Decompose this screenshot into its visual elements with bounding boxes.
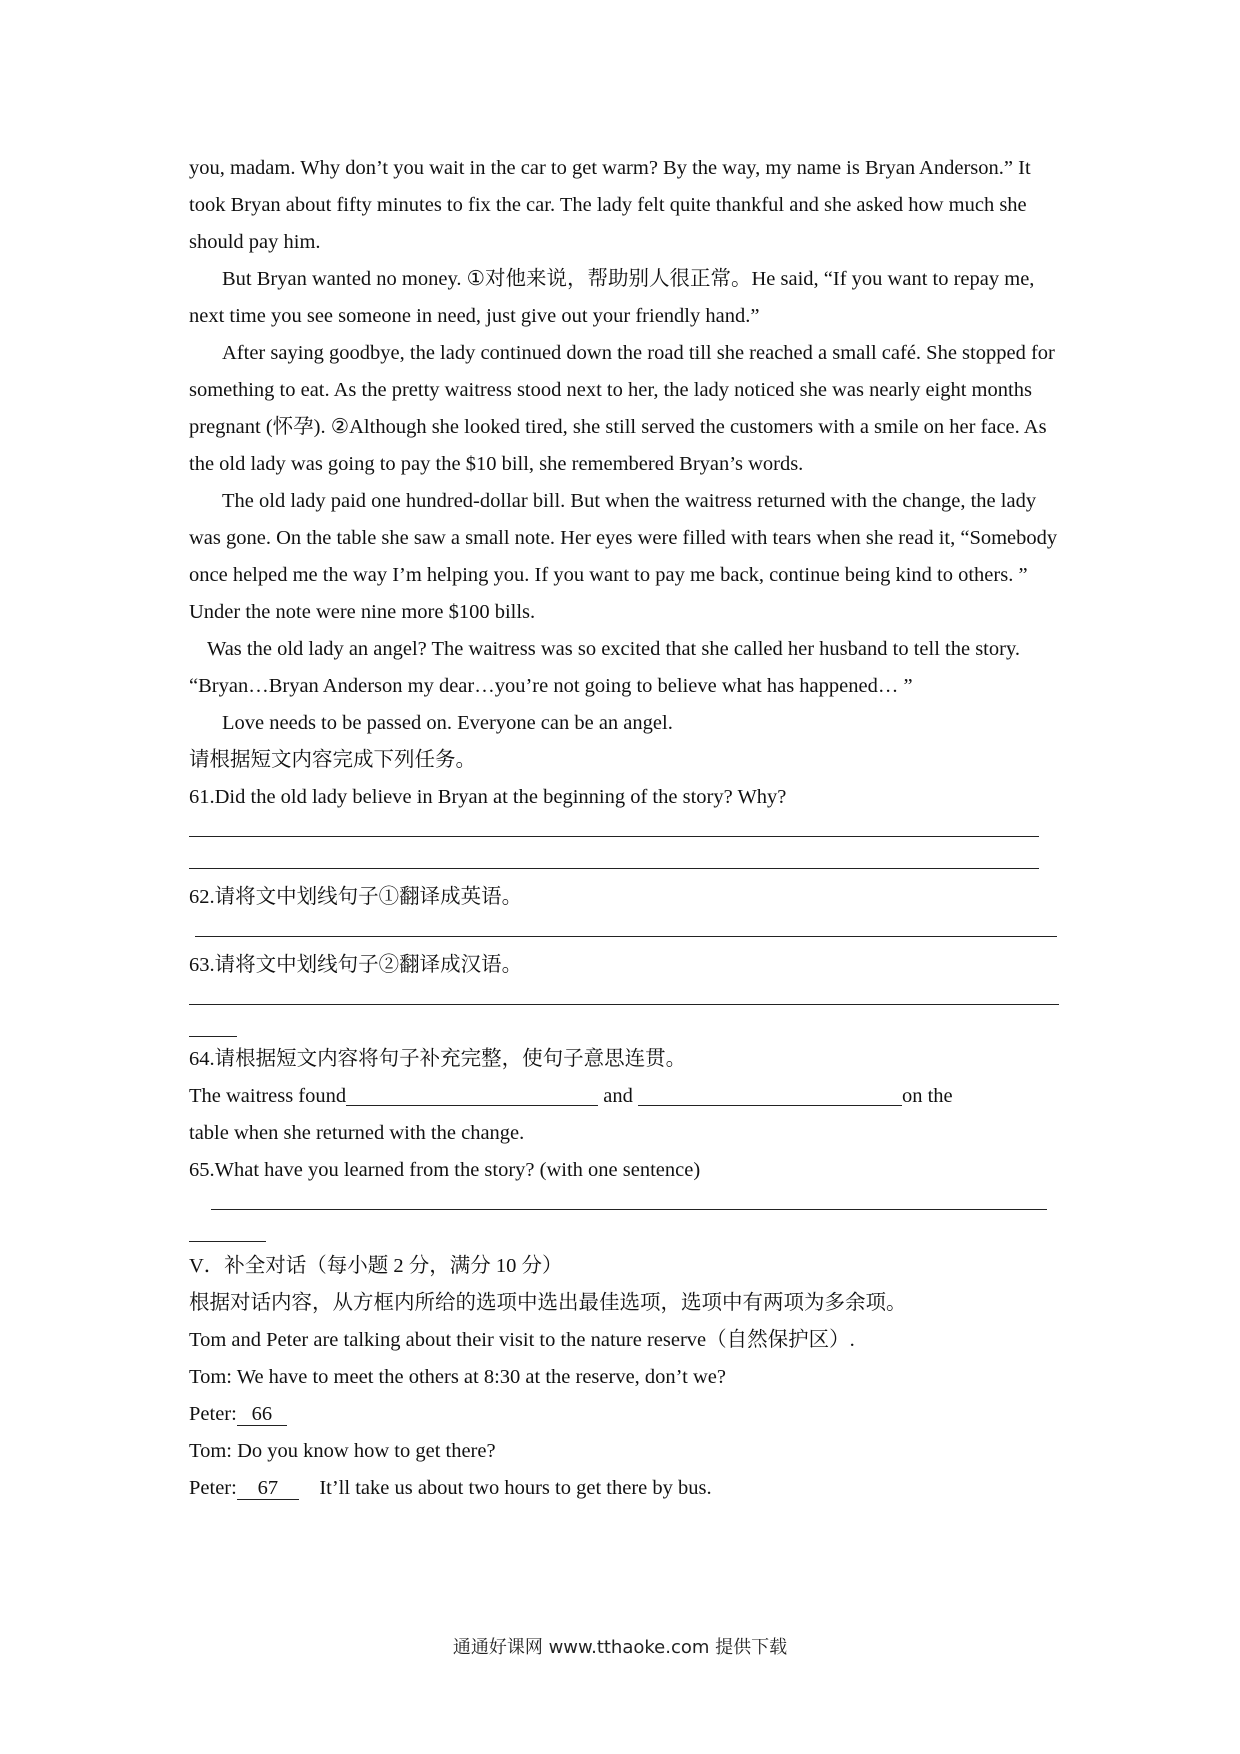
dialogue-line-3: Tom: Do you know how to get there? [189,1440,496,1462]
question-64-sentence [189,1078,1059,1115]
blank-67[interactable]: 67 [237,1477,299,1500]
page-footer: 通通好课网 www.tthaoke.com 提供下载 [452,1637,788,1658]
passage-paragraph-2: But Bryan wanted no money. ①对他来说，帮助别人很正常。He said, “If you want to repay me, next time you see someone in need, just give out your friendly hand.” [189,268,1035,327]
dialogue-line-4-text: It’ll take us about two hours to get there by bus. [319,1477,712,1499]
question-64-sentence-end: table when she returned with the change. [189,1122,525,1144]
section-5-heading: V．补全对话（每小题 2 分，满分 10 分） [189,1255,563,1277]
question-65: 65.What have you learned from the story? (with one sentence) [189,1159,701,1181]
passage-paragraph-6: Love needs to be passed on. Everyone can be an angel. [222,712,673,734]
q64-text-b: and [603,1085,633,1107]
passage-paragraph-5: Was the old lady an angel? The waitress was so excited that she called her husband to tell the story. “Bryan…Bryan Anderson my dear…you’re not going to believe what has happened… ” [189,638,1020,697]
question-62: 62.请将文中划线句子①翻译成英语。 [189,886,523,908]
tasks-instruction: 请根据短文内容完成下列任务。 [189,749,476,771]
passage-paragraph-3: After saying goodbye, the lady continued down the road till she reached a small café. She stopped for something to eat. As the pretty waitress stood next to her, the lady noticed she was nearly eight months pregnant (怀孕). ②Although she looked tired, she still served the customers with a smile on her face. As the old lady was going to pay the $10 bill, she remembered Bryan’s words. [189,342,1055,475]
passage-paragraph-1: you, madam. Why don’t you wait in the car to get warm? By the way, my name is Bryan Anderson.” It took Bryan about fifty minutes to fix the car. The lady felt quite thankful and she asked how much she should pay him. [189,157,1031,253]
speaker-peter: Peter: [189,1477,237,1499]
dialogue-line-2 [189,1396,1059,1433]
passage-paragraph-4: The old lady paid one hundred-dollar bill. But when the waitress returned with the change, the lady was gone. On the table she saw a small note. Her eyes were filled with tears when she read it, “Somebody once helped me the way I’m helping you. If you want to pay me back, continue being kind to others. ” Under the note were nine more $100 bills. [189,490,1058,623]
dialogue-intro: Tom and Peter are talking about their visit to the nature reserve（自然保护区）. [189,1329,855,1351]
question-63: 63.请将文中划线句子②翻译成汉语。 [189,954,523,976]
answer-line-65b[interactable] [189,1241,266,1242]
q64-text-c: on the [901,1085,953,1107]
blank-66[interactable]: 66 [237,1403,287,1426]
section-5-instruction: 根据对话内容，从方框内所给的选项中选出最佳选项，选项中有两项为多余项。 [189,1292,907,1314]
speaker-peter: Peter: [189,1403,237,1425]
content [189,150,1059,1507]
q64-blank-2[interactable] [638,1085,902,1106]
answer-line-63b[interactable] [189,1036,237,1037]
dialogue-line-4 [189,1470,1059,1507]
q64-text-a: The waitress found [189,1085,347,1107]
dialogue-line-1: Tom: We have to meet the others at 8:30 at the reserve, don’t we? [189,1366,726,1388]
question-64: 64.请根据短文内容将句子补充完整，使句子意思连贯。 [189,1048,687,1070]
q64-blank-1[interactable] [346,1085,598,1106]
question-61: 61.Did the old lady believe in Bryan at the beginning of the story? Why? [189,786,787,808]
